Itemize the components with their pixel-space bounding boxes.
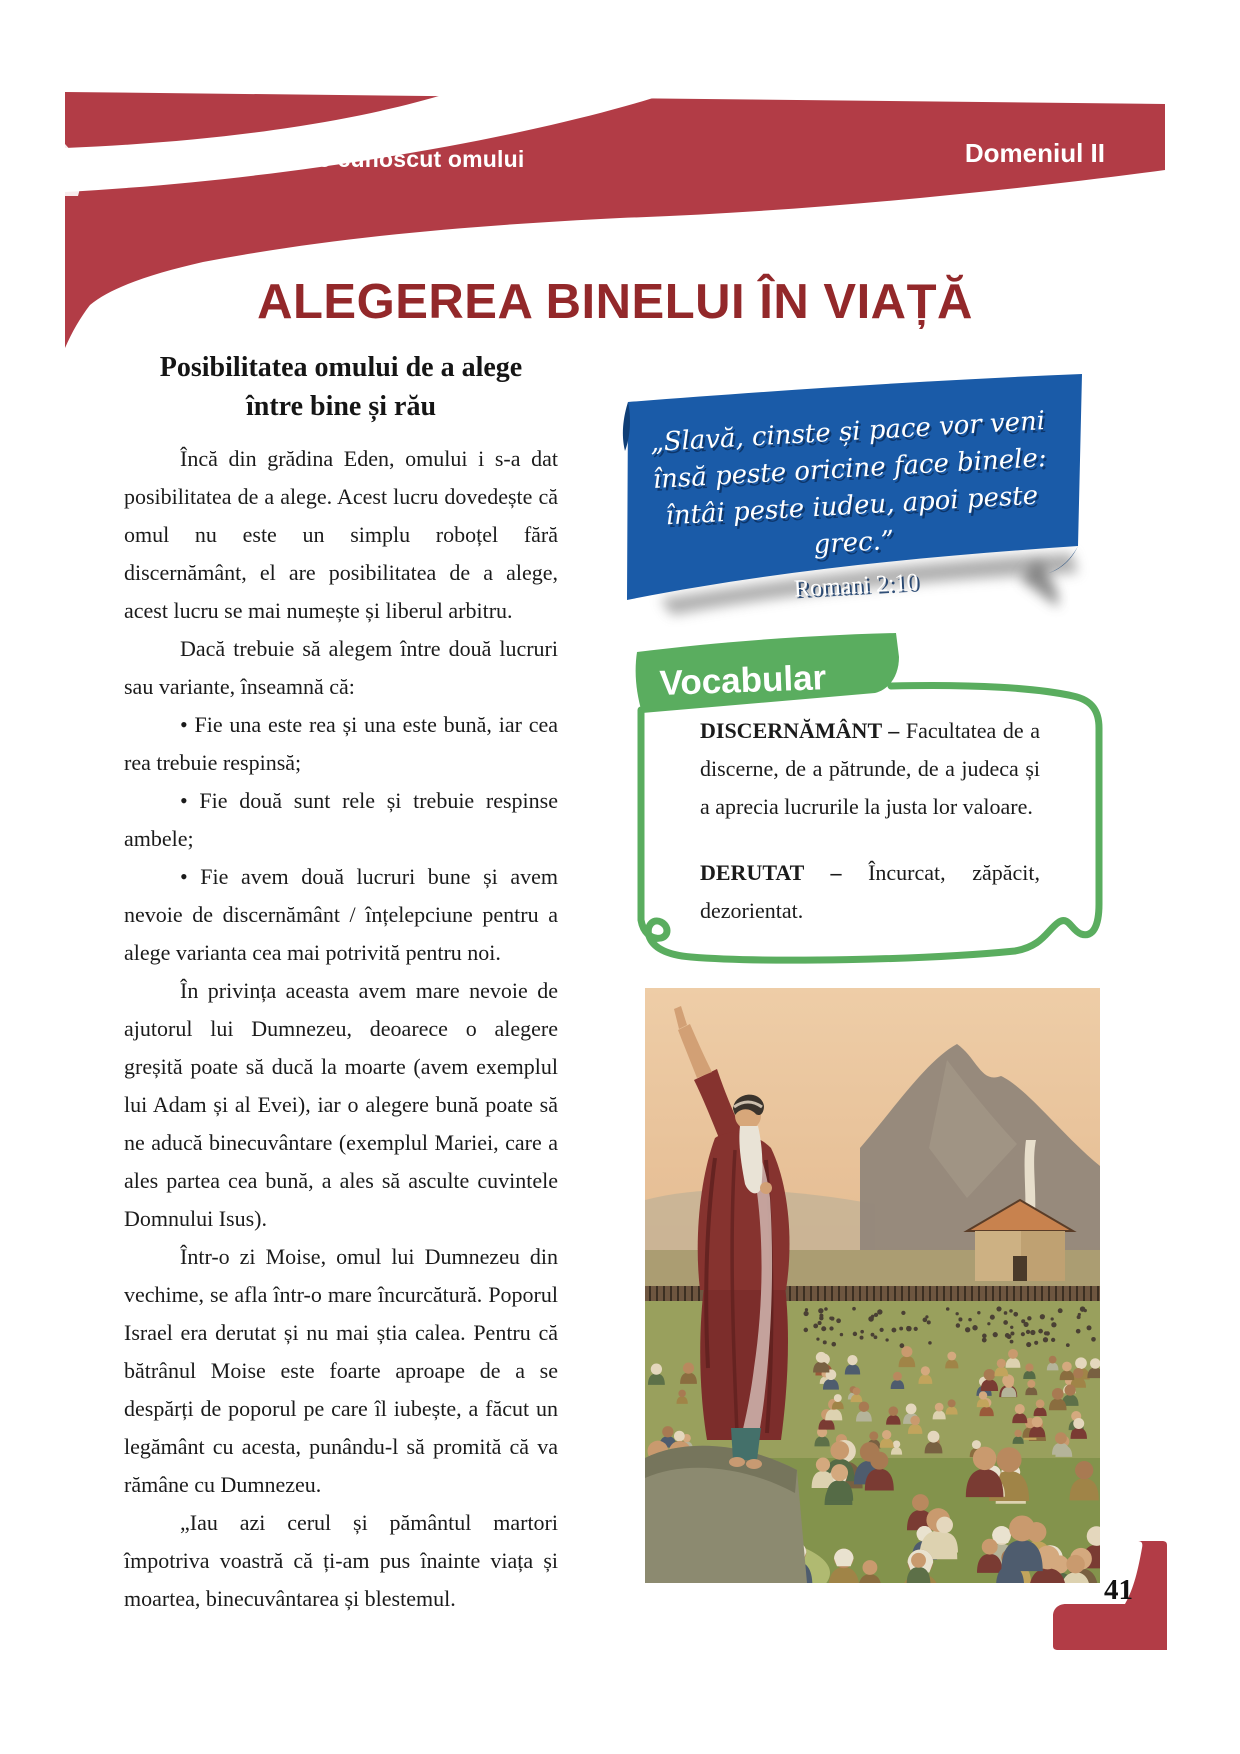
vocabulary-entry [700,712,1040,826]
paragraph: Dacă trebuie să alegem între două lucruri sau variante, înseamnă că: [124,636,558,699]
paragraph: „Iau azi cerul și pământul martori împotriva voastră că ți-am pus înainte viața și moartea, binecuvântarea și blestemul. [124,1510,558,1611]
chapter-label: Dumnezeu se face cunoscut omului [127,146,525,172]
vocabulary-entry [700,854,1040,930]
bullet-item: • Fie una este rea și una este bună, iar cea rea trebuie respinsă; [124,712,558,775]
paragraph: Într-o zi Moise, omul lui Dumnezeu din vechime, se afla într-o mare încurcătură. Poporul Israel era derutat și nu mai știa calea. Pentru că bătrânul Moise este foarte aproape de a se despărți de poporul pe care îl iubește, a făcut un legământ cu acesta, punându-l să promită că va rămâne cu Dumnezeu. [124,1244,558,1497]
moses-addressing-israelites-illustration [645,988,1100,1583]
scripture-reference: Romani 2:10 [793,569,920,603]
vocabulary-definition: Încurcat, zăpăcit, dezorientat. [700,860,1040,923]
bullet-item: • Fie două sunt rele și trebuie respinse ambele; [124,788,558,851]
lesson-title: ALEGEREA BINELUI ÎN VIAȚĂ [257,275,973,329]
vocabulary-entries [700,712,1040,930]
paragraph: În privința aceasta avem mare nevoie de ajutorul lui Dumnezeu, deoarece o alegere greșită poate să ducă la moarte (avem exemplul lui Adam și al Evei), iar o alegere bună poate să ne aducă binecuvântare (exemplul Mariei, care a ales partea cea bună, a ales să asculte cuvintele Domnului Isus). [124,978,558,1231]
scripture-quote-text: „Slavă, cinste și pace vor veni însă peste oricine face binele: întâi peste iudeu, apoi peste grec.” [649,406,1048,561]
vocabulary-term: DERUTAT – [700,860,842,885]
page-number: 41 [1104,1574,1133,1606]
vocabulary-definition: Facultatea de a discerne, de a pătrunde, de a judeca și a aprecia lucrurile la justa lor valoare. [700,718,1040,819]
vocabulary-term: DISCERNĂMÂNT – [700,718,900,743]
section-heading [124,348,558,426]
domain-label: Domeniul II [964,138,1105,168]
vocabulary-tab-title: Vocabular [658,658,827,703]
article-body [124,440,558,1618]
bullet-item: • Fie avem două lucruri bune și avem nevoie de discernământ / înțelepciune pentru a alege varianta cea mai potrivită pentru noi. [124,864,558,965]
section-heading-line1: Posibilitatea omului de a alege [159,352,523,383]
paragraph: Încă din grădina Eden, omului i s-a dat posibilitatea de a alege. Acest lucru dovedește că omul nu este un simplu roboțel fără discernământ, el are posibilitatea de a alege, acest lucru se mai numește și liberul arbitru. [124,446,558,623]
section-heading-line2: între bine și rău [245,391,437,422]
